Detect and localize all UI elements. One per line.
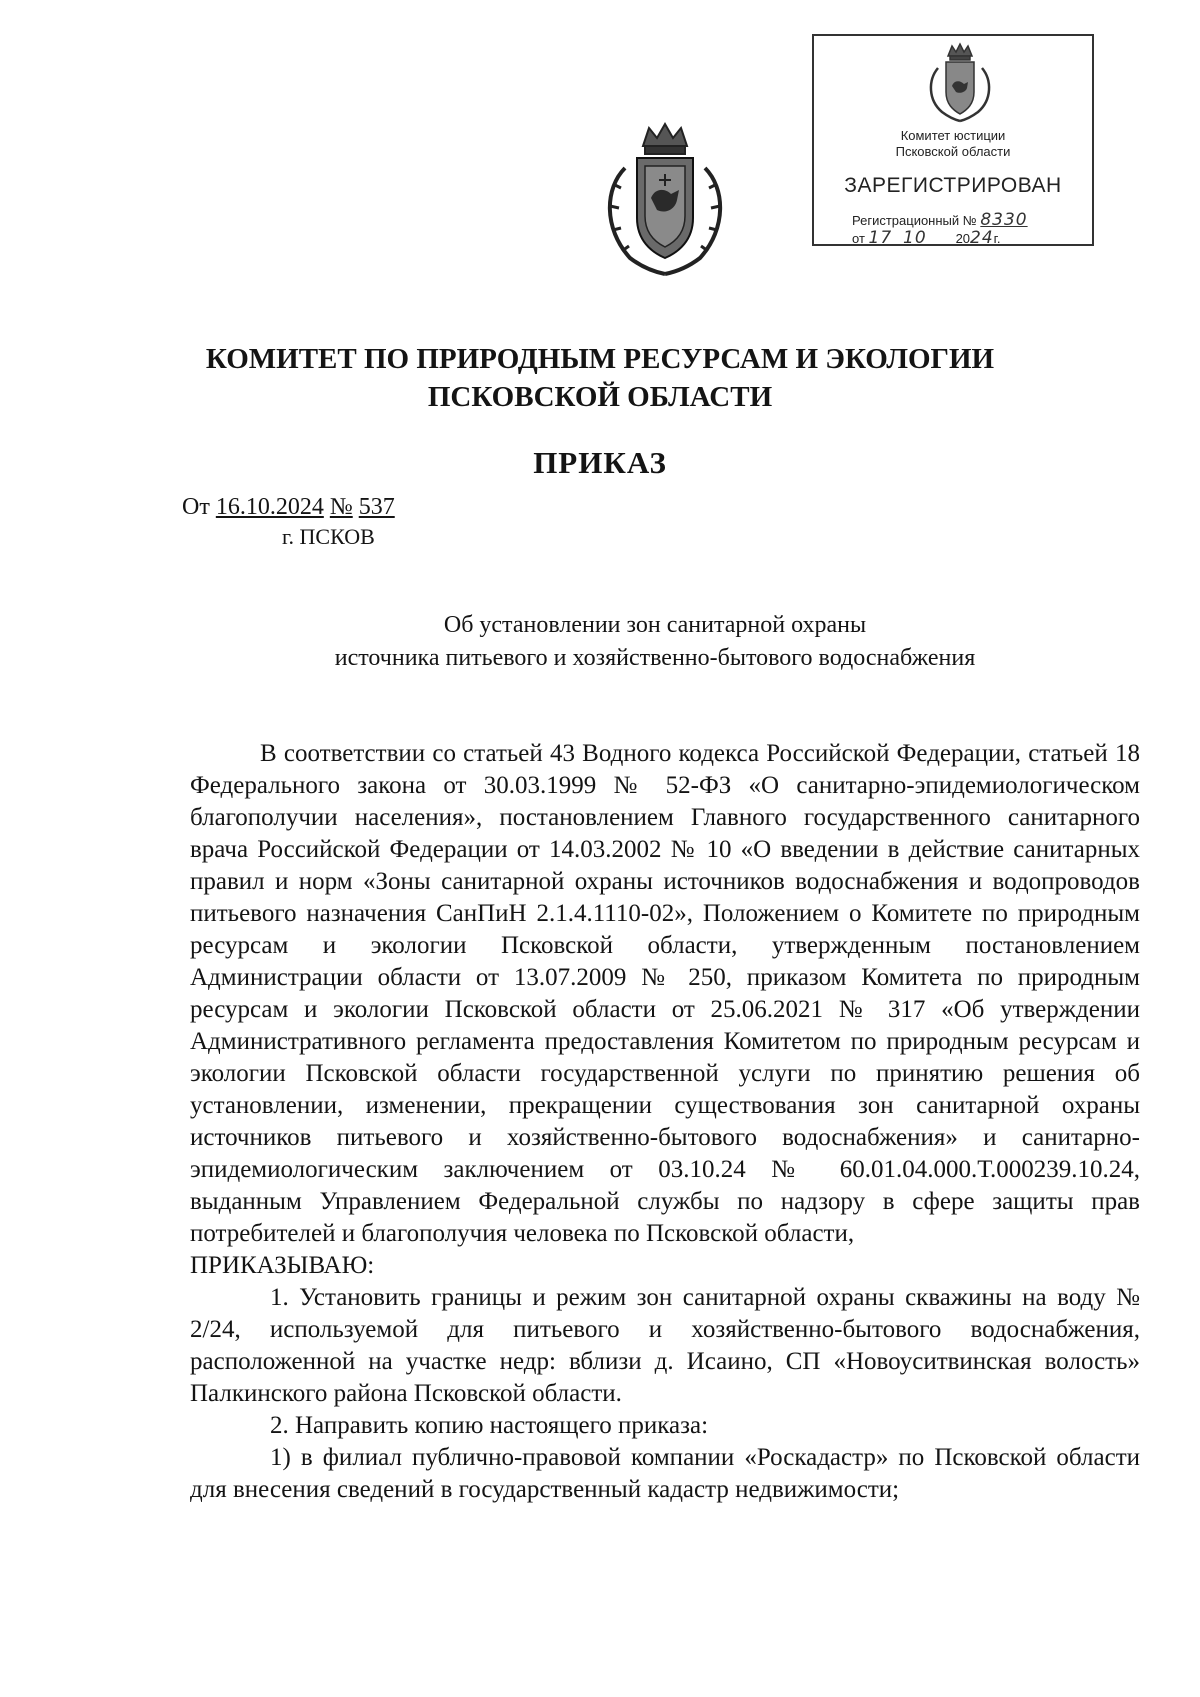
- stamp-date-day: 17: [868, 228, 893, 248]
- order-item-2: 2. Направить копию настоящего приказа:: [270, 1412, 709, 1439]
- stamp-date-line: [852, 228, 1000, 248]
- document-number: 537: [358, 494, 395, 520]
- order-word: ПРИКАЗЫВАЮ:: [190, 1252, 375, 1279]
- organization-name-line1: КОМИТЕТ ПО ПРИРОДНЫМ РЕСУРСАМ И ЭКОЛОГИИ: [205, 343, 995, 375]
- subject-line1: Об установлении зон санитарной охраны: [443, 612, 867, 638]
- stamp-reg-number: 8330: [980, 210, 1028, 230]
- document-date-number: [182, 494, 395, 521]
- stamp-registration-line: [852, 210, 1028, 230]
- registration-stamp: [812, 34, 1094, 246]
- document-city: г. ПСКОВ: [282, 524, 375, 549]
- subject-line2: источника питьевого и хозяйственно-бытового водоснабжения: [334, 645, 976, 671]
- number-label: №: [329, 494, 353, 520]
- document-date: 16.10.2024: [215, 494, 324, 520]
- coat-of-arms-emblem: [585, 118, 745, 278]
- stamp-date-prefix: от: [852, 231, 865, 246]
- stamp-coat-of-arms-icon: [920, 42, 1000, 124]
- stamp-status: ЗАРЕГИСТРИРОВАН: [844, 174, 1062, 197]
- date-prefix: От: [182, 494, 210, 520]
- order-item-2-1: 1) в филиал публично-правовой компании «Роскадастр» по Псковской области для внесения сведений в государственный кадастр недвижимости;: [190, 1444, 1140, 1503]
- stamp-org-line2: Псковской области: [895, 144, 1011, 159]
- stamp-org-line1: Комитет юстиции: [900, 128, 1006, 143]
- stamp-date-year-suffix: 24: [970, 228, 994, 248]
- order-item-1: 1. Установить границы и режим зон санитарной охраны скважины на воду № 2/24, используемой для питьевого и хозяйственно-бытового водоснабжения, расположенной на участке недр: вблизи д. Исаино, СП «Новоуситвинская волость» Палкинского района Псковской области.: [190, 1284, 1140, 1407]
- document-type-title: ПРИКАЗ: [533, 445, 667, 480]
- stamp-date-month: 10: [903, 228, 927, 248]
- stamp-reg-label: Регистрационный №: [852, 213, 977, 228]
- stamp-date-suffix: г.: [993, 231, 1001, 246]
- stamp-date-year-prefix: 20: [955, 231, 971, 246]
- preamble-paragraph: В соответствии со статьей 43 Водного кодекса Российской Федерации, статьей 18 Федерального закона от 30.03.1999 № 52-ФЗ «О санитарно-эпидемиологическом благополучии населения», постановлением Главного государственного санитарного врача Российской Федерации от 14.03.2002 № 10 «О введении в действие санитарных правил и норм «Зоны санитарной охраны источников водоснабжения и водопроводов питьевого назначения СанПиН 2.1.4.1110-02», Положением о Комитете по природным ресурсам и экологии Псковской области, утвержденным постановлением Администрации области от 13.07.2009 № 250, приказом Комитета по природным ресурсам и экологии Псковской области от 25.06.2021 № 317 «Об утверждении Административного регламента предоставления Комитетом по природным ресурсам и экологии Псковской области государственной услуги по принятию решения об установлении, изменении, прекращении существования зон санитарной охраны источников питьевого и хозяйственно-бытового водоснабжения» и санитарно-эпидемиологическим заключением от 03.10.24 № 60.01.04.000.Т.000239.10.24, выданным Управлением Федеральной службы по надзору в сфере защиты прав потребителей и благополучия человека по Псковской области,: [190, 740, 1140, 1247]
- document-body: [190, 738, 1140, 1506]
- organization-name-line2: ПСКОВСКОЙ ОБЛАСТИ: [427, 381, 773, 413]
